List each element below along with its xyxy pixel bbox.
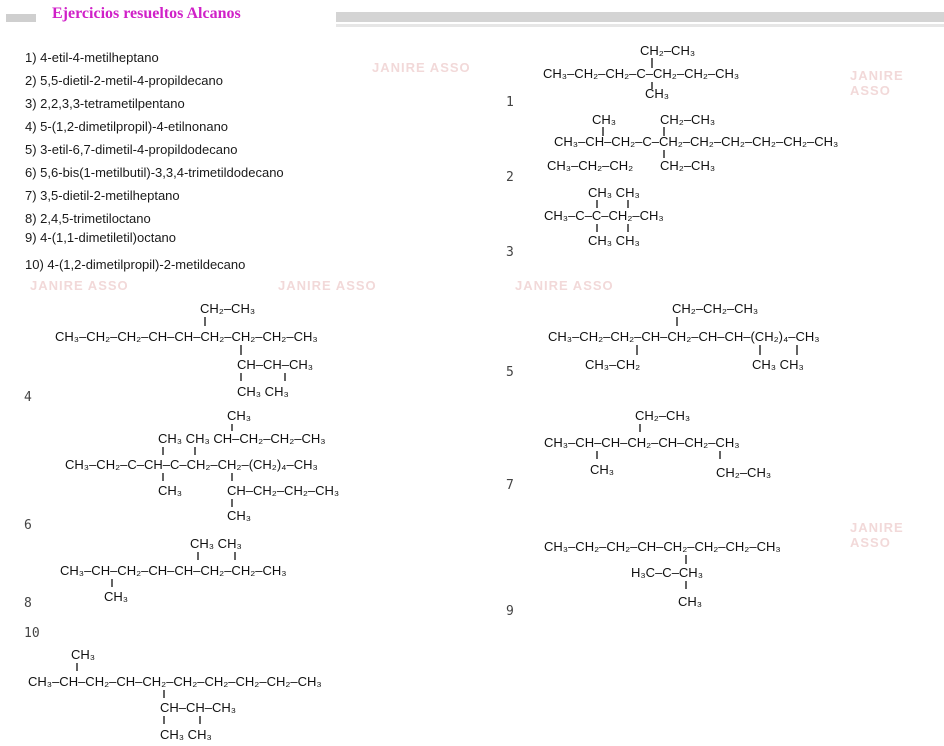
formula-2 bbox=[547, 112, 838, 173]
formula-text: CH₃–CH₂–CH₂–CH–CH₂–CH–CH–(CH₂)₄–CH₃ bbox=[548, 329, 820, 344]
formula-4 bbox=[55, 301, 318, 399]
formula-9 bbox=[544, 539, 781, 609]
formula-text: CH₃–C–C–CH₂–CH₃ bbox=[544, 208, 664, 223]
formula-text: CH₃–CH–CH–CH₂–CH–CH₂–CH₃ bbox=[544, 435, 740, 450]
formula-text: CH₃ CH₃ CH–CH₂–CH₂–CH₃ bbox=[158, 431, 326, 446]
formula-6 bbox=[65, 408, 339, 523]
list-item: 8) 2,4,5-trimetiloctano bbox=[25, 211, 151, 226]
list-item: 6) 5,6-bis(1-metilbutil)-3,3,4-trimetildodecano bbox=[25, 165, 284, 180]
structure-number: 4 bbox=[24, 390, 32, 405]
page-title: Ejercicios resueltos Alcanos bbox=[52, 5, 241, 22]
watermark: JANIRE ASSO bbox=[850, 520, 904, 550]
formula-text: CH₃–CH–CH₂–C–CH₂–CH₂–CH₂–CH₂–CH₂–CH₃ bbox=[554, 134, 839, 149]
formula-10 bbox=[28, 647, 322, 742]
formula-3 bbox=[544, 185, 664, 248]
formula-text: CH₃–CH–CH₂–CH–CH–CH₂–CH₂–CH₃ bbox=[60, 563, 287, 578]
formula-text: CH₃ bbox=[227, 408, 252, 423]
formula-text: CH₂–CH₃ bbox=[640, 43, 696, 58]
list-item: 2) 5,5-dietil-2-metil-4-propildecano bbox=[25, 73, 223, 88]
formula-text: CH₃ CH₃ bbox=[588, 185, 640, 200]
structure-number: 1 bbox=[506, 95, 514, 110]
structure-number: 10 bbox=[24, 626, 40, 641]
formula-text: CH₂–CH₃ bbox=[660, 158, 716, 173]
formula-text: CH₃ bbox=[158, 483, 183, 498]
formula-7 bbox=[544, 408, 771, 480]
formula-1 bbox=[543, 43, 739, 101]
formula-text: CH₃ CH₃ bbox=[190, 536, 242, 551]
formula-text: CH₃–CH₂ bbox=[585, 357, 641, 372]
formula-text: CH₃ CH₃ bbox=[237, 384, 289, 399]
list-item: 7) 3,5-dietil-2-metilheptano bbox=[25, 188, 180, 203]
formula-text: CH₃ bbox=[104, 589, 129, 604]
formula-text: CH–CH–CH₃ bbox=[160, 700, 237, 715]
formula-text: CH–CH₂–CH₂–CH₃ bbox=[227, 483, 340, 498]
formula-text: CH₂–CH₃ bbox=[660, 112, 716, 127]
formula-text: CH₃ bbox=[71, 647, 96, 662]
structure-number: 7 bbox=[506, 478, 514, 493]
watermark: JANIRE ASSO bbox=[372, 60, 471, 75]
list-item: 5) 3-etil-6,7-dimetil-4-propildodecano bbox=[25, 142, 238, 157]
watermark: JANIRE ASSO bbox=[278, 278, 377, 293]
watermark: JANIRE ASSO bbox=[850, 68, 904, 98]
formula-8 bbox=[60, 536, 287, 604]
structure-number: 9 bbox=[506, 604, 514, 619]
formula-5 bbox=[548, 301, 820, 372]
formula-text: CH₂–CH₃ bbox=[716, 465, 772, 480]
structure-number: 8 bbox=[24, 596, 32, 611]
list-item: 4) 5-(1,2-dimetilpropil)-4-etilnonano bbox=[25, 119, 229, 134]
formula-text: CH₃ bbox=[592, 112, 617, 127]
structure-number: 6 bbox=[24, 518, 32, 533]
structure-number: 3 bbox=[506, 245, 514, 260]
formula-text: CH₃ bbox=[645, 86, 670, 101]
formula-text: CH₃ bbox=[227, 508, 252, 523]
formula-text: CH₂–CH₂–CH₃ bbox=[672, 301, 759, 316]
formula-text: CH₂–CH₃ bbox=[200, 301, 256, 316]
formula-text: CH₃ bbox=[590, 462, 615, 477]
formula-text: CH₃–CH–CH₂–CH–CH₂–CH₂–CH₂–CH₂–CH₂–CH₃ bbox=[28, 674, 322, 689]
structure-number: 5 bbox=[506, 365, 514, 380]
formula-text: CH₃ CH₃ bbox=[588, 233, 640, 248]
structure-number: 2 bbox=[506, 170, 514, 185]
formula-text: CH₃–CH₂–CH₂–CH–CH–CH₂–CH₂–CH₂–CH₃ bbox=[55, 329, 318, 344]
list-item: 3) 2,2,3,3-tetrametilpentano bbox=[25, 96, 185, 111]
formula-text: CH–CH–CH₃ bbox=[237, 357, 314, 372]
formula-text: CH₃–CH₂–CH₂ bbox=[547, 158, 634, 173]
formula-text: H₃C–C–CH₃ bbox=[631, 565, 703, 580]
watermark: JANIRE ASSO bbox=[515, 278, 614, 293]
clipped-list-text: 9) 4-(1,1-dimetiletil)octano bbox=[25, 230, 177, 245]
formula-text: CH₃ bbox=[678, 594, 703, 609]
list-item: 1) 4-etil-4-metilheptano bbox=[25, 50, 159, 65]
formula-text: CH₂–CH₃ bbox=[635, 408, 691, 423]
list-item: 10) 4-(1,2-dimetilpropil)-2-metildecano bbox=[25, 257, 246, 272]
formula-text: CH₃–CH₂–CH₂–C–CH₂–CH₂–CH₃ bbox=[543, 66, 740, 81]
formula-text: CH₃ CH₃ bbox=[160, 727, 212, 742]
formula-text: CH₃ CH₃ bbox=[752, 357, 804, 372]
watermark: JANIRE ASSO bbox=[30, 278, 129, 293]
formula-text: CH₃–CH₂–CH₂–CH–CH₂–CH₂–CH₂–CH₃ bbox=[544, 539, 781, 554]
formula-text: CH₃–CH₂–C–CH–C–CH₂–CH₂–(CH₂)₄–CH₃ bbox=[65, 457, 318, 472]
